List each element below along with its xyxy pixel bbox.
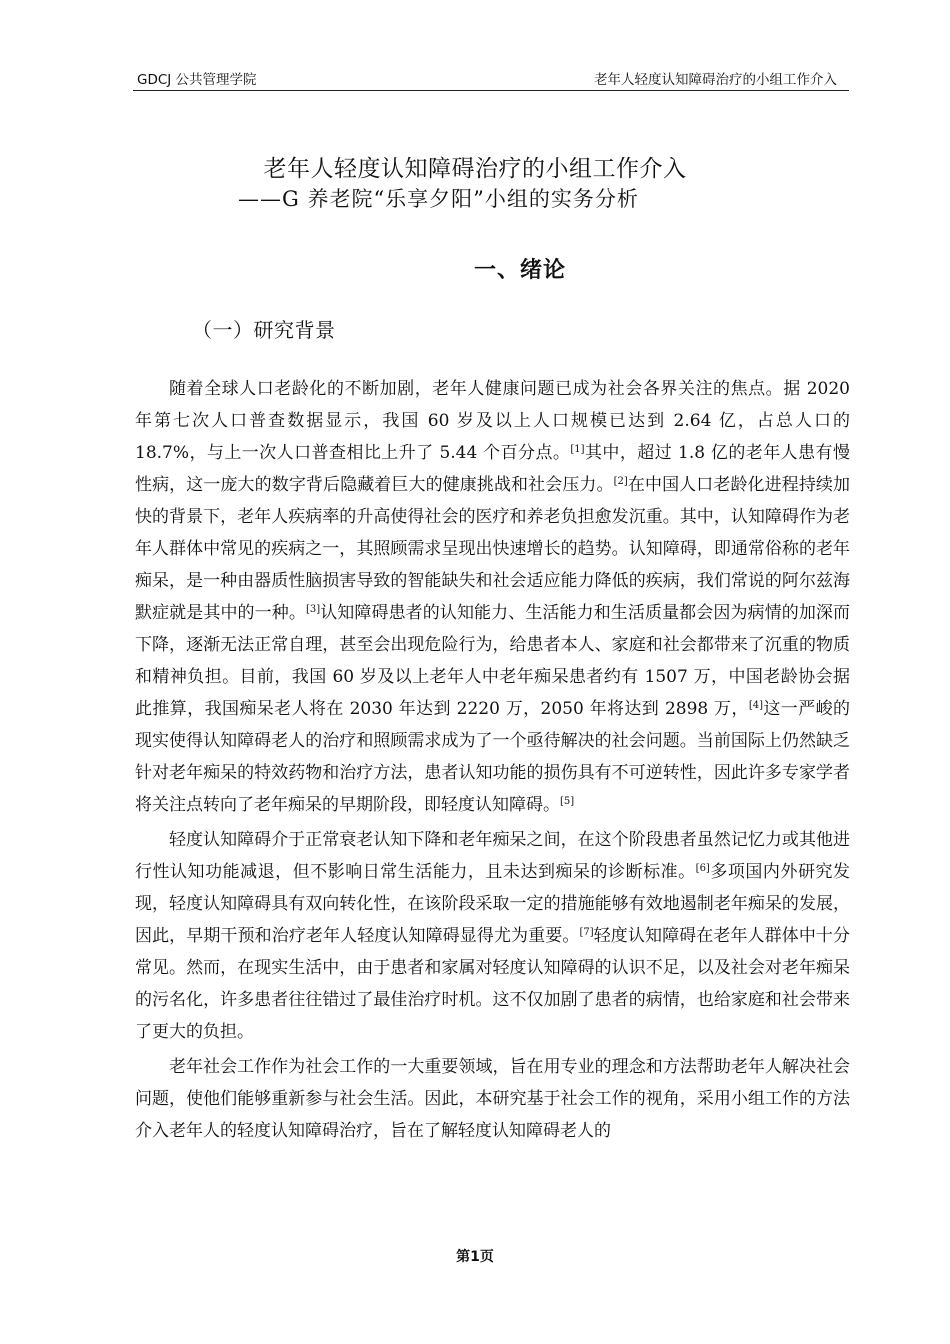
text-run: 多项国内外研究发现，轻度认知障碍具有双向转化性，在该阶段采取一定的措施能够有效地遏制老年痴呆的发展，因此，早期干预和治疗老年人轻度认知障碍显得尤为重要。 xyxy=(135,862,851,946)
text-run: 轻度认知障碍介于正常衰老认知下降和老年痴呆之间，在这个阶段患者虽然记忆力或其他进行性认知功能减退，但不影响日常生活能力，且未达到痴呆的诊断标准。 xyxy=(135,830,850,882)
header-short-title: 老年人轻度认知障碍治疗的小组工作介入 xyxy=(594,72,837,88)
paper-subtitle: ——G 养老院“乐享夕阳”小组的实务分析 xyxy=(238,187,639,211)
citation-marker: [3] xyxy=(305,604,321,615)
text-run: 轻度认知障碍在老年人群体中十分常见。然而，在现实生活中，由于患者和家属对轻度认知障碍的认识不足，以及社会对老年痴呆的污名化，许多患者往往错过了最佳治疗时机。这不仅加剧了患者的病情，也给家庭和社会带来了更大的负担。 xyxy=(135,926,851,1042)
body-text xyxy=(135,373,850,1147)
page-number: 第1页 xyxy=(456,1249,494,1265)
paragraph xyxy=(135,1051,850,1147)
text-run: 随着全球人口老龄化的不断加剧，老年人健康问题已成为社会各界关注的焦点。据 2020 年第七次人口普查数据显示，我国 60 岁及以上人口规模已达到 2.64 亿，占总人口的 18.7%，与上一次人口普查相比上升了 5.44 个百分点。 xyxy=(135,379,850,463)
header-institution: GDCJ 公共管理学院 xyxy=(137,72,257,88)
section-heading: 一、绪论 xyxy=(473,258,566,283)
paragraph xyxy=(135,824,850,1048)
citation-marker: [4] xyxy=(748,700,763,711)
text-run: 这一严峻的现实使得认知障碍老人的治疗和照顾需求成为了一个亟待解决的社会问题。当前国际上仍然缺乏针对老年痴呆的特效药物和治疗方法，患者认知功能的损伤具有不可逆转性，因此许多专家学者将关注点转向了老年痴呆的早期阶段，即轻度认知障碍。 xyxy=(135,699,850,815)
subsection-heading: （一）研究背景 xyxy=(192,318,336,342)
paragraph xyxy=(135,373,850,821)
text-run: 在中国人口老龄化进程持续加快的背景下，老年人疾病率的升高使得社会的医疗和养老负担愈发沉重。其中，认知障碍作为老年人群体中常见的疾病之一，其照顾需求呈现出快速增长的趋势。认知障碍，即通常俗称的老年痴呆，是一种由器质性脑损害导致的智能缺失和社会适应能力降低的疾病，我们常说的阿尔兹海默症就是其中的一种。 xyxy=(135,475,851,623)
text-run: 其中，超过 1.8 亿的老年人患有慢性病，这一庞大的数字背后隐藏着巨大的健康挑战和社会压力。 xyxy=(135,443,851,495)
running-header xyxy=(133,64,849,91)
text-run: 认知障碍患者的认知能力、生活能力和生活质量都会因为病情的加深而下降，逐渐无法正常自理，甚至会出现危险行为，给患者本人、家庭和社会都带来了沉重的物质和精神负担。目前，我国 60 岁及以上老年人中老年痴呆患者约有 1507 万，中国老龄协会据此推算，我国痴呆老人将在 2030 年达到 2220 万，2050 年将达到 2898 万， xyxy=(135,603,851,719)
paper-title: 老年人轻度认知障碍治疗的小组工作介入 xyxy=(263,156,687,182)
citation-marker: [2] xyxy=(613,476,628,487)
citation-marker: [5] xyxy=(560,796,575,807)
citation-marker: [1] xyxy=(570,444,585,455)
citation-marker: [7] xyxy=(579,927,594,938)
text-run: 老年社会工作作为社会工作的一大重要领域，旨在用专业的理念和方法帮助老年人解决社会问题，使他们能够重新参与社会生活。因此，本研究基于社会工作的视角，采用小组工作的方法介入老年人的轻度认知障碍治疗，旨在了解轻度认知障碍老人的 xyxy=(135,1057,850,1141)
citation-marker: [6] xyxy=(695,863,710,874)
